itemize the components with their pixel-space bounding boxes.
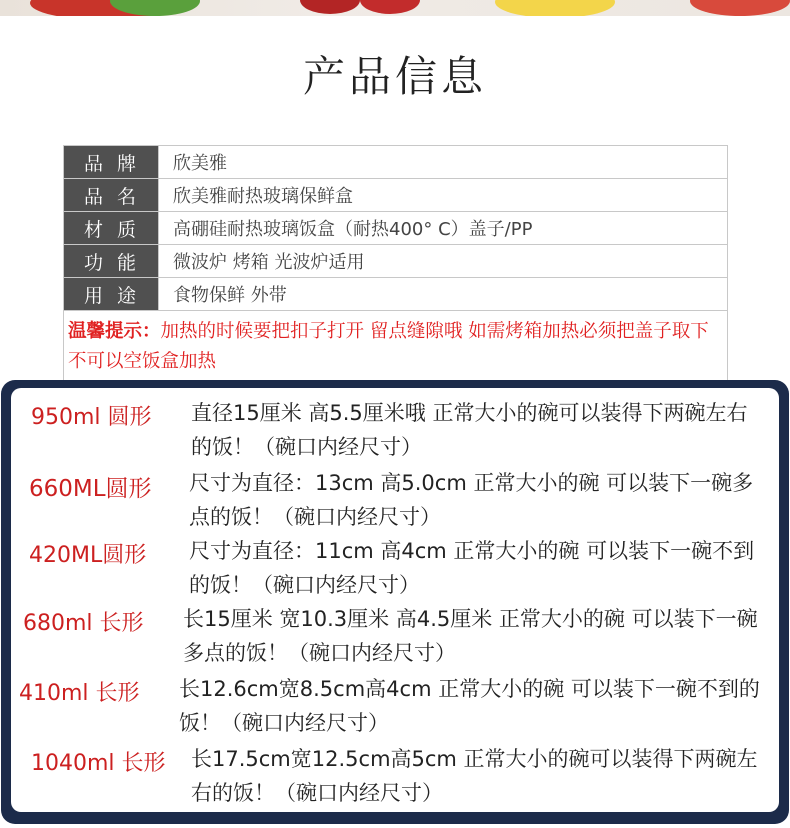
spec-row-material — [64, 212, 727, 245]
size-name: 660ML圆形 — [29, 476, 152, 502]
size-desc: 直径15厘米 高5.5厘米哦 正常大小的碗可以装得下两碗左右的饭！（碗口内经尺寸） — [191, 401, 748, 459]
fruit-image — [690, 0, 790, 16]
lemon-image — [495, 0, 615, 16]
warm-tip-text: 加热的时候要把扣子打开 留点缝隙哦 如需烤箱加热必须把盖子取下 不可以空饭盒加热 — [68, 321, 709, 372]
cherry-image — [360, 0, 420, 14]
spec-label: 品名 — [64, 179, 158, 211]
top-photo-strip — [0, 0, 790, 16]
warm-tip — [64, 311, 727, 387]
size-name: 950ml 圆形 — [31, 405, 152, 430]
spec-value: 欣美雅耐热玻璃保鲜盒 — [158, 179, 727, 211]
size-desc: 尺寸为直径：11cm 高4cm 正常大小的碗 可以装下一碗不到的饭！（碗口内经尺寸） — [189, 539, 755, 597]
spec-label: 材质 — [64, 212, 158, 244]
size-list — [11, 388, 779, 812]
spec-row-usage — [64, 278, 727, 311]
spec-label: 用途 — [64, 278, 158, 310]
spec-label: 品牌 — [64, 146, 158, 178]
spec-table — [63, 145, 728, 388]
size-desc: 长15厘米 宽10.3厘米 高4.5厘米 正常大小的碗 可以装下一碗多点的饭！（碗口内经尺寸） — [183, 607, 758, 665]
size-name: 410ml 长形 — [19, 681, 140, 706]
size-name: 1040ml 长形 — [31, 751, 166, 776]
size-name: 420ML圆形 — [29, 543, 147, 568]
spec-row-function — [64, 245, 727, 278]
size-name: 680ml 长形 — [23, 611, 144, 636]
spec-value: 高硼硅耐热玻璃饭盒（耐热400° C）盖子/PP — [158, 212, 727, 244]
warm-tip-label: 温馨提示： — [68, 321, 161, 342]
cherry-image — [300, 0, 360, 14]
spec-label: 功能 — [64, 245, 158, 277]
size-desc: 长17.5cm宽12.5cm高5cm 正常大小的碗可以装得下两碗左右的饭！（碗口内经尺寸） — [191, 747, 758, 805]
size-desc: 尺寸为直径：13cm 高5.0cm 正常大小的碗 可以装下一碗多点的饭！（碗口内经尺寸） — [189, 471, 754, 529]
spec-value: 微波炉 烤箱 光波炉适用 — [158, 245, 727, 277]
spec-row-brand — [64, 146, 727, 179]
spec-row-product-name — [64, 179, 727, 212]
size-panel — [1, 380, 789, 824]
spec-value: 欣美雅 — [158, 146, 727, 178]
spec-value: 食物保鲜 外带 — [158, 278, 727, 310]
page-title: 产品信息 — [302, 52, 487, 101]
size-desc: 长12.6cm宽8.5cm高4cm 正常大小的碗 可以装下一碗不到的饭！（碗口内经尺寸） — [179, 677, 760, 735]
